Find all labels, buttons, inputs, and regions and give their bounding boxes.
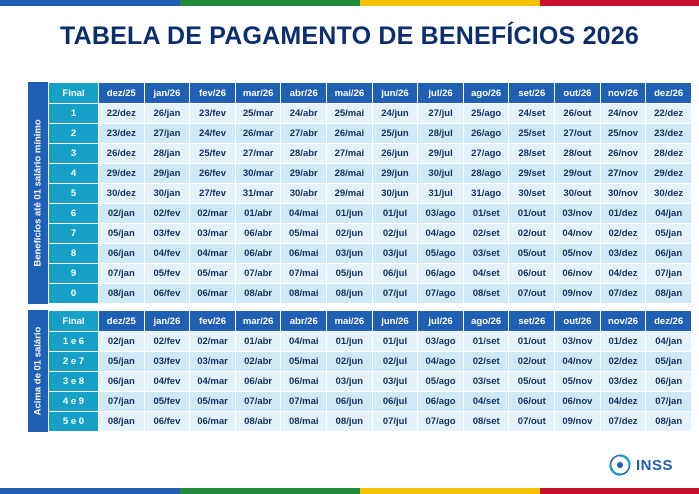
- table1-payment-date: 28/ago: [463, 164, 509, 184]
- benefits-above-minimum-wage-table-block: [28, 310, 692, 432]
- table2-header-month-8: jul/26: [418, 311, 464, 332]
- table2-payment-date: 02/set: [463, 352, 509, 372]
- table2-payment-date: 03/jul: [372, 372, 418, 392]
- table1-payment-date: 26/dez: [99, 144, 145, 164]
- table1-side-label: [28, 82, 48, 304]
- table1: [48, 82, 692, 304]
- table1-payment-date: 29/out: [555, 164, 601, 184]
- table1-payment-date: 30/mar: [235, 164, 281, 184]
- table1-payment-date: 26/out: [555, 104, 601, 124]
- table1-payment-date: 23/dez: [99, 124, 145, 144]
- table-row: [49, 352, 692, 372]
- inss-logo: [609, 454, 673, 476]
- table1-payment-date: 02/jul: [372, 224, 418, 244]
- table2-payment-date: 04/ago: [418, 352, 464, 372]
- table2-payment-date: 06/abr: [235, 372, 281, 392]
- table2-payment-date: 05/mai: [281, 352, 327, 372]
- table1-payment-date: 26/mar: [235, 124, 281, 144]
- table1-payment-date: 24/set: [509, 104, 555, 124]
- table1-payment-date: 29/mai: [327, 184, 373, 204]
- table1-payment-date: 24/nov: [600, 104, 646, 124]
- table2-payment-date: 08/set: [463, 412, 509, 432]
- table1-row-final-digit: 9: [49, 264, 99, 284]
- table2-payment-date: 07/out: [509, 412, 555, 432]
- table2-payment-date: 06/out: [509, 392, 555, 412]
- table1-payment-date: 02/fev: [144, 204, 190, 224]
- table1-payment-date: 31/ago: [463, 184, 509, 204]
- table1-payment-date: 01/dez: [600, 204, 646, 224]
- table2-payment-date: 03/dez: [600, 372, 646, 392]
- table1-payment-date: 01/out: [509, 204, 555, 224]
- table1-row-final-digit: 2: [49, 124, 99, 144]
- table1-payment-date: 02/jan: [99, 204, 145, 224]
- table1-payment-date: 26/nov: [600, 144, 646, 164]
- table1-payment-date: 29/abr: [281, 164, 327, 184]
- table1-payment-date: 25/ago: [463, 104, 509, 124]
- top-stripe-segment: [540, 0, 699, 6]
- top-color-stripe: [0, 0, 699, 6]
- table2-header-month-9: ago/26: [463, 311, 509, 332]
- table2-payment-date: 03/jun: [327, 372, 373, 392]
- table1-payment-date: 24/abr: [281, 104, 327, 124]
- table1-payment-date: 05/mar: [190, 264, 236, 284]
- table1-payment-date: 27/abr: [281, 124, 327, 144]
- table1-payment-date: 03/set: [463, 244, 509, 264]
- table1-payment-date: 08/set: [463, 284, 509, 304]
- table1-payment-date: 01/jun: [327, 204, 373, 224]
- table1-payment-date: 06/mai: [281, 244, 327, 264]
- table2-payment-date: 08/abr: [235, 412, 281, 432]
- table2-payment-date: 04/jan: [646, 332, 692, 352]
- table2-payment-date: 05/mar: [190, 392, 236, 412]
- table2-side-label-text: Acima de 01 salário: [32, 326, 44, 416]
- table1-payment-date: 08/jan: [99, 284, 145, 304]
- table1-header-final: Final: [49, 83, 99, 104]
- table1-payment-date: 25/fev: [190, 144, 236, 164]
- table2-payment-date: 02/jan: [99, 332, 145, 352]
- table1-payment-date: 05/jan: [99, 224, 145, 244]
- table1-payment-date: 28/jul: [418, 124, 464, 144]
- table2-row-final-digit: 1 e 6: [49, 332, 99, 352]
- table1-payment-date: 07/jan: [99, 264, 145, 284]
- table1-payment-date: 07/dez: [600, 284, 646, 304]
- table1-payment-date: 26/jan: [144, 104, 190, 124]
- table1-payment-date: 30/jun: [372, 184, 418, 204]
- table1-payment-date: 28/abr: [281, 144, 327, 164]
- table1-payment-date: 03/mar: [190, 224, 236, 244]
- table1-payment-date: 22/dez: [99, 104, 145, 124]
- table1-payment-date: 30/set: [509, 184, 555, 204]
- table1-payment-date: 29/jan: [144, 164, 190, 184]
- table2-payment-date: 02/fev: [144, 332, 190, 352]
- table1-payment-date: 02/jun: [327, 224, 373, 244]
- table1-payment-date: 04/mar: [190, 244, 236, 264]
- table2-payment-date: 02/mar: [190, 332, 236, 352]
- table1-payment-date: 01/jul: [372, 204, 418, 224]
- table2-payment-date: 07/dez: [600, 412, 646, 432]
- table2-header-month-3: fev/26: [190, 311, 236, 332]
- table2-payment-date: 03/fev: [144, 352, 190, 372]
- table2-payment-date: 01/jun: [327, 332, 373, 352]
- table1-payment-date: 04/nov: [555, 224, 601, 244]
- table1-row-final-digit: 1: [49, 104, 99, 124]
- table1-header-month-12: nov/26: [600, 83, 646, 104]
- table1-payment-date: 07/ago: [418, 284, 464, 304]
- table1-payment-date: 27/out: [555, 124, 601, 144]
- table1-payment-date: 22/dez: [646, 104, 692, 124]
- table2-payment-date: 05/ago: [418, 372, 464, 392]
- table2-payment-date: 05/jan: [99, 352, 145, 372]
- table2-payment-date: 04/mar: [190, 372, 236, 392]
- table1-payment-date: 30/dez: [99, 184, 145, 204]
- table1-payment-date: 26/jun: [372, 144, 418, 164]
- table1-payment-date: 29/dez: [646, 164, 692, 184]
- table1-payment-date: 02/out: [509, 224, 555, 244]
- table1-payment-date: 08/mai: [281, 284, 327, 304]
- table2-header-month-10: set/26: [509, 311, 555, 332]
- table1-payment-date: 03/nov: [555, 204, 601, 224]
- table-row: [49, 244, 692, 264]
- inss-logo-text: INSS: [635, 456, 673, 474]
- table1-payment-date: 05/jan: [646, 224, 692, 244]
- table1-payment-date: 23/dez: [646, 124, 692, 144]
- table2-payment-date: 05/nov: [555, 372, 601, 392]
- table1-payment-date: 27/jan: [144, 124, 190, 144]
- table1-payment-date: 07/mai: [281, 264, 327, 284]
- table1-payment-date: 05/out: [509, 244, 555, 264]
- table1-payment-date: 05/mai: [281, 224, 327, 244]
- table2-header-month-6: mai/26: [327, 311, 373, 332]
- table1-payment-date: 04/fev: [144, 244, 190, 264]
- table-row: [49, 204, 692, 224]
- table1-payment-date: 27/jul: [418, 104, 464, 124]
- table2-payment-date: 06/jun: [327, 392, 373, 412]
- table1-header-month-5: abr/26: [281, 83, 327, 104]
- table1-payment-date: 26/mai: [327, 124, 373, 144]
- table1-header-month-6: mai/26: [327, 83, 373, 104]
- table1-payment-date: 30/jan: [144, 184, 190, 204]
- table1-payment-date: 05/nov: [555, 244, 601, 264]
- table1-payment-date: 03/dez: [600, 244, 646, 264]
- table1-payment-date: 01/abr: [235, 204, 281, 224]
- table1-payment-date: 06/out: [509, 264, 555, 284]
- table1-payment-date: 29/jul: [418, 144, 464, 164]
- table1-payment-date: 27/nov: [600, 164, 646, 184]
- table1-payment-date: 24/fev: [190, 124, 236, 144]
- table1-payment-date: 06/jan: [99, 244, 145, 264]
- table1-payment-date: 07/abr: [235, 264, 281, 284]
- table2-payment-date: 03/ago: [418, 332, 464, 352]
- table2-payment-date: 07/ago: [418, 412, 464, 432]
- table1-payment-date: 27/ago: [463, 144, 509, 164]
- table2-payment-date: 02/dez: [600, 352, 646, 372]
- table2-payment-date: 01/jul: [372, 332, 418, 352]
- table2-payment-date: 01/abr: [235, 332, 281, 352]
- table1-side-label-text: Benefícios até 01 salário mínimo: [32, 119, 44, 267]
- table1-payment-date: 30/out: [555, 184, 601, 204]
- table1-payment-date: 04/mai: [281, 204, 327, 224]
- table1-payment-date: 06/abr: [235, 244, 281, 264]
- table2-row-final-digit: 4 e 9: [49, 392, 99, 412]
- table-row: [49, 264, 692, 284]
- table1-payment-date: 04/set: [463, 264, 509, 284]
- table2-payment-date: 02/jul: [372, 352, 418, 372]
- table1-payment-date: 30/jul: [418, 164, 464, 184]
- table1-payment-date: 25/mai: [327, 104, 373, 124]
- table1-payment-date: 25/jun: [372, 124, 418, 144]
- table2-payment-date: 01/dez: [600, 332, 646, 352]
- table1-payment-date: 05/fev: [144, 264, 190, 284]
- table1-header-month-1: dez/25: [99, 83, 145, 104]
- table1-payment-date: 06/jul: [372, 264, 418, 284]
- table2-header-month-4: mar/26: [235, 311, 281, 332]
- table2-payment-date: 06/jul: [372, 392, 418, 412]
- table1-payment-date: 09/nov: [555, 284, 601, 304]
- table2-payment-date: 08/mai: [281, 412, 327, 432]
- table1-header-month-10: set/26: [509, 83, 555, 104]
- table1-payment-date: 29/set: [509, 164, 555, 184]
- table1-payment-date: 06/nov: [555, 264, 601, 284]
- table1-payment-date: 03/ago: [418, 204, 464, 224]
- table2-payment-date: 06/mai: [281, 372, 327, 392]
- bottom-stripe-segment: [0, 488, 180, 494]
- table2-payment-date: 02/out: [509, 352, 555, 372]
- table2-payment-date: 07/jan: [99, 392, 145, 412]
- table1-payment-date: 25/nov: [600, 124, 646, 144]
- table-row: [49, 144, 692, 164]
- table1-payment-date: 28/dez: [646, 144, 692, 164]
- page-title: TABELA DE PAGAMENTO DE BENEFÍCIOS 2026: [60, 22, 639, 50]
- table1-payment-date: 25/mar: [235, 104, 281, 124]
- top-stripe-segment: [180, 0, 360, 6]
- table1-payment-date: 07/jul: [372, 284, 418, 304]
- table1-payment-date: 07/jan: [646, 264, 692, 284]
- table1-header-month-7: jun/26: [372, 83, 418, 104]
- table2-payment-date: 03/nov: [555, 332, 601, 352]
- table2-payment-date: 04/fev: [144, 372, 190, 392]
- table1-payment-date: 04/jan: [646, 204, 692, 224]
- table-row: [49, 372, 692, 392]
- table1-payment-date: 06/abr: [235, 224, 281, 244]
- table-row: [49, 284, 692, 304]
- table1-payment-date: 07/out: [509, 284, 555, 304]
- table1-payment-date: 27/mar: [235, 144, 281, 164]
- table2-payment-date: 08/jan: [99, 412, 145, 432]
- table2-payment-date: 04/set: [463, 392, 509, 412]
- table2-payment-date: 09/nov: [555, 412, 601, 432]
- bottom-color-stripe: [0, 488, 699, 494]
- table1-header-month-11: out/26: [555, 83, 601, 104]
- table2-payment-date: 08/jan: [646, 412, 692, 432]
- table1-payment-date: 08/abr: [235, 284, 281, 304]
- table1-payment-date: 03/jun: [327, 244, 373, 264]
- table1-payment-date: 06/fev: [144, 284, 190, 304]
- table1-payment-date: 03/fev: [144, 224, 190, 244]
- table1-payment-date: 06/mar: [190, 284, 236, 304]
- table2-header-month-12: nov/26: [600, 311, 646, 332]
- bottom-stripe-segment: [360, 488, 540, 494]
- table1-payment-date: 24/jun: [372, 104, 418, 124]
- table1-payment-date: 29/dez: [99, 164, 145, 184]
- table1-row-final-digit: 8: [49, 244, 99, 264]
- table2-payment-date: 03/mar: [190, 352, 236, 372]
- table1-payment-date: 29/jun: [372, 164, 418, 184]
- table2-header-month-1: dez/25: [99, 311, 145, 332]
- table1-row-final-digit: 4: [49, 164, 99, 184]
- table1-payment-date: 30/nov: [600, 184, 646, 204]
- table2-payment-date: 07/jul: [372, 412, 418, 432]
- table2-header-month-2: jan/26: [144, 311, 190, 332]
- table2-row-final-digit: 2 e 7: [49, 352, 99, 372]
- table2-header-month-5: abr/26: [281, 311, 327, 332]
- table2-payment-date: 04/mai: [281, 332, 327, 352]
- table2-payment-date: 02/abr: [235, 352, 281, 372]
- table1-payment-date: 01/set: [463, 204, 509, 224]
- table2: [48, 310, 692, 432]
- table1-payment-date: 02/dez: [600, 224, 646, 244]
- table1-header-month-3: fev/26: [190, 83, 236, 104]
- table2-payment-date: 02/jun: [327, 352, 373, 372]
- table1-payment-date: 06/ago: [418, 264, 464, 284]
- table-row: [49, 392, 692, 412]
- table2-payment-date: 08/jun: [327, 412, 373, 432]
- table1-payment-date: 30/abr: [281, 184, 327, 204]
- table1-header-month-9: ago/26: [463, 83, 509, 104]
- table1-payment-date: 27/fev: [190, 184, 236, 204]
- table1-payment-date: 08/jan: [646, 284, 692, 304]
- table2-payment-date: 06/jan: [99, 372, 145, 392]
- table1-payment-date: 28/mai: [327, 164, 373, 184]
- table-row: [49, 184, 692, 204]
- inss-logo-icon: [609, 454, 631, 476]
- table-row: [49, 124, 692, 144]
- table1-payment-date: 31/jul: [418, 184, 464, 204]
- table2-row-final-digit: 3 e 8: [49, 372, 99, 392]
- table2-header-month-11: out/26: [555, 311, 601, 332]
- table1-header-month-8: jul/26: [418, 83, 464, 104]
- table2-payment-date: 04/nov: [555, 352, 601, 372]
- table1-header-row: [49, 83, 692, 104]
- table1-payment-date: 02/set: [463, 224, 509, 244]
- table2-payment-date: 07/abr: [235, 392, 281, 412]
- table1-payment-date: 08/jun: [327, 284, 373, 304]
- table1-payment-date: 28/set: [509, 144, 555, 164]
- table-row: [49, 224, 692, 244]
- bottom-stripe-segment: [540, 488, 699, 494]
- benefits-minimum-wage-table-block: [28, 82, 692, 304]
- table2-payment-date: 05/jan: [646, 352, 692, 372]
- table1-row-final-digit: 3: [49, 144, 99, 164]
- table1-row-final-digit: 7: [49, 224, 99, 244]
- table2-side-label: [28, 310, 48, 432]
- table1-payment-date: 25/set: [509, 124, 555, 144]
- table1-payment-date: 05/ago: [418, 244, 464, 264]
- table1-payment-date: 03/jul: [372, 244, 418, 264]
- table2-header-final: Final: [49, 311, 99, 332]
- table1-row-final-digit: 6: [49, 204, 99, 224]
- table2-payment-date: 07/jan: [646, 392, 692, 412]
- table1-payment-date: 26/fev: [190, 164, 236, 184]
- table1-payment-date: 05/jun: [327, 264, 373, 284]
- table1-payment-date: 04/dez: [600, 264, 646, 284]
- table1-payment-date: 04/ago: [418, 224, 464, 244]
- table1-payment-date: 06/jan: [646, 244, 692, 264]
- table-row: [49, 332, 692, 352]
- table2-header-month-13: dez/26: [646, 311, 692, 332]
- table2-payment-date: 06/ago: [418, 392, 464, 412]
- table1-payment-date: 28/jan: [144, 144, 190, 164]
- table2-payment-date: 05/out: [509, 372, 555, 392]
- table1-payment-date: 31/mar: [235, 184, 281, 204]
- table2-payment-date: 04/dez: [600, 392, 646, 412]
- table1-row-final-digit: 5: [49, 184, 99, 204]
- top-stripe-segment: [360, 0, 540, 6]
- table2-payment-date: 07/mai: [281, 392, 327, 412]
- table1-payment-date: 23/fev: [190, 104, 236, 124]
- table2-payment-date: 05/fev: [144, 392, 190, 412]
- table2-payment-date: 06/jan: [646, 372, 692, 392]
- table1-header-month-2: jan/26: [144, 83, 190, 104]
- table2-payment-date: 06/fev: [144, 412, 190, 432]
- table2-payment-date: 01/out: [509, 332, 555, 352]
- table2-payment-date: 06/mar: [190, 412, 236, 432]
- table2-row-final-digit: 5 e 0: [49, 412, 99, 432]
- table1-payment-date: 27/mai: [327, 144, 373, 164]
- table2-payment-date: 03/set: [463, 372, 509, 392]
- table1-payment-date: 30/dez: [646, 184, 692, 204]
- table1-header-month-13: dez/26: [646, 83, 692, 104]
- table-row: [49, 104, 692, 124]
- table1-payment-date: 02/mar: [190, 204, 236, 224]
- table1-payment-date: 26/ago: [463, 124, 509, 144]
- table2-header-month-7: jun/26: [372, 311, 418, 332]
- table2-payment-date: 01/set: [463, 332, 509, 352]
- top-stripe-segment: [0, 0, 180, 6]
- table1-header-month-4: mar/26: [235, 83, 281, 104]
- bottom-stripe-segment: [180, 488, 360, 494]
- table2-header-row: [49, 311, 692, 332]
- table-row: [49, 164, 692, 184]
- table-row: [49, 412, 692, 432]
- table2-payment-date: 06/nov: [555, 392, 601, 412]
- table1-payment-date: 28/out: [555, 144, 601, 164]
- table1-row-final-digit: 0: [49, 284, 99, 304]
